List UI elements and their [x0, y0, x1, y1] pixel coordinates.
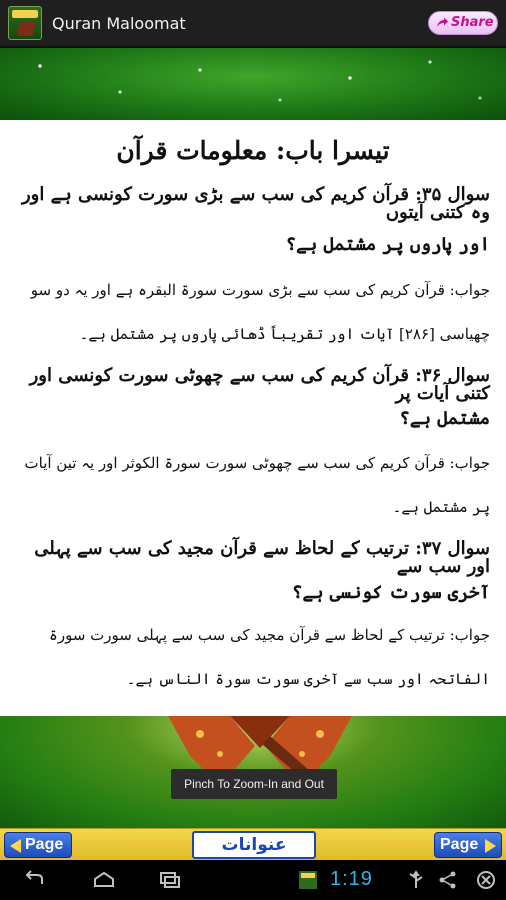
- close-notification-icon: [474, 870, 498, 890]
- app-logo-icon[interactable]: [8, 6, 42, 40]
- previous-page-label: Page: [25, 836, 64, 853]
- next-page-label: Page: [440, 836, 479, 853]
- action-bar: [0, 0, 506, 48]
- previous-page-button[interactable]: [4, 832, 72, 858]
- recent-apps-icon[interactable]: [158, 870, 182, 890]
- back-icon[interactable]: [22, 870, 46, 890]
- top-banner: [0, 48, 506, 120]
- answer-37-line-1: جواب: ترتیب کے لحاظ سے قرآن مجید کی سب سے پہلی سورت سورۃ: [49, 626, 490, 644]
- share-button[interactable]: [428, 11, 498, 35]
- question-36-line-2: مشتمل ہے؟: [399, 408, 490, 429]
- answer-36-line-1: جواب: قرآن کریم کی سب سے چھوٹی سورت سورۃ الکوثر اور یہ تین آیات: [24, 454, 490, 472]
- next-page-button[interactable]: [434, 832, 502, 858]
- share-label: Share: [451, 15, 494, 30]
- system-navigation-bar: [0, 860, 506, 900]
- question-35-line-2: اور پاروں پر مشتمل ہے؟: [285, 234, 490, 255]
- page-navigation-bar: [0, 828, 506, 860]
- app-notification-icon: [296, 870, 320, 890]
- index-button[interactable]: عنوانات: [192, 831, 316, 859]
- home-icon[interactable]: [92, 870, 116, 890]
- answer-35-line-1: جواب: قرآن کریم کی سب سے بڑی سورت سورۃ البقرہ ہے اور یہ دو سو: [30, 281, 490, 299]
- question-37-line-1: سوال ۳۷: ترتیب کے لحاظ سے قرآن مجید کی سب سے پہلی اور سب سے: [34, 538, 490, 577]
- zoom-hint-toast: Pinch To Zoom-In and Out: [171, 769, 337, 799]
- answer-35-line-2: چھیاسی [۲۸۶] آیات اور تقریباً ڈھائی پاروں پر مشتمل ہے۔: [79, 325, 490, 343]
- answer-37-line-2: الفاتحہ اور سب سے آخری سورت سورۃ الناس ہے۔: [126, 670, 490, 688]
- answer-36-line-2: پر مشتمل ہے۔: [392, 498, 490, 516]
- share-icon: [435, 16, 449, 30]
- question-37-line-2: آخری سورت کونسی ہے؟: [291, 582, 490, 603]
- arrow-right-icon: [485, 839, 496, 853]
- status-clock: 1:19: [330, 868, 373, 890]
- question-36-line-1: سوال ۳۶: قرآن کریم کی سب سے چھوٹی سورت کونسی اور کتنی آیات پر: [29, 365, 490, 404]
- share-notification-icon: [436, 870, 460, 890]
- arrow-left-icon: [10, 839, 21, 853]
- app-title: Quran Maloomat: [52, 14, 186, 33]
- usb-icon: [404, 870, 428, 890]
- question-35-line-1: سوال ۳۵: قرآن کریم کی سب سے بڑی سورت کونسی ہے اور وہ کتنی آیتوں: [21, 184, 490, 223]
- content-page[interactable]: [0, 120, 506, 716]
- page-heading: تیسرا باب: معلومات قرآن: [116, 136, 390, 165]
